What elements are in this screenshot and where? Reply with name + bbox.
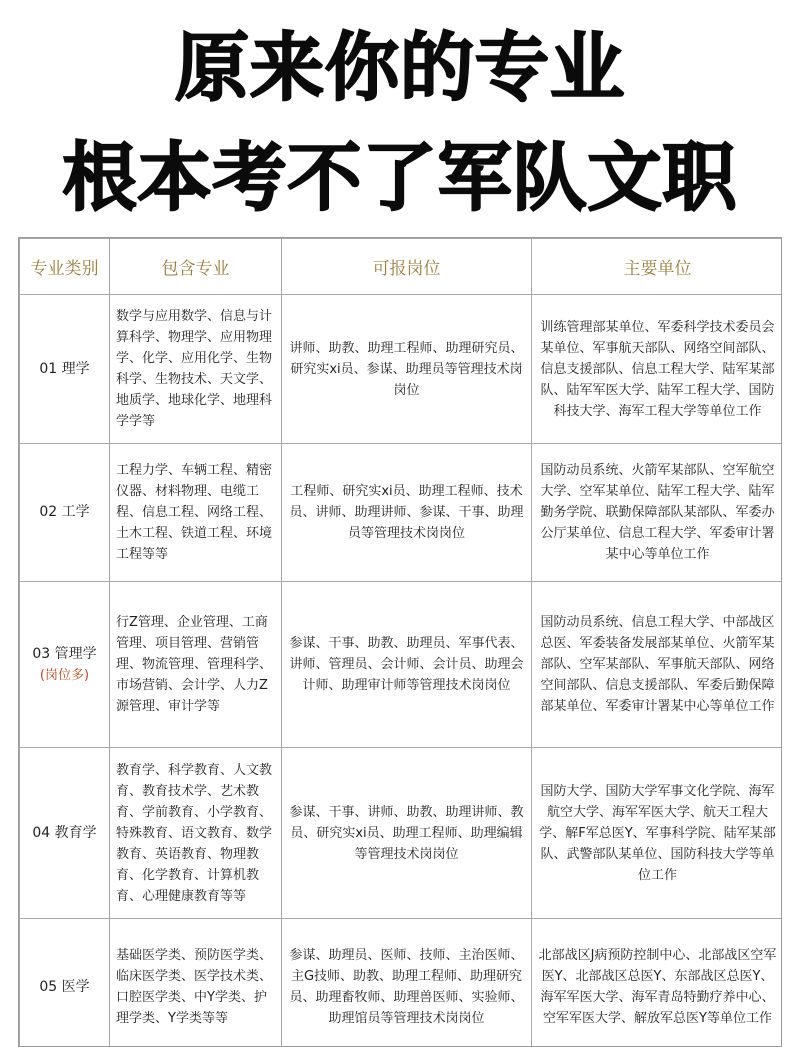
units-cell: 国防动员系统、信息工程大学、中部战区总医、军委装备发展部某单位、火箭军某部队、空军某部队、军事航天部队、网络空间部队、信息支援部队、军委后勤保障部某单位、军委审计署某中心等单位工作 [532,582,783,748]
table-row [20,582,783,748]
units-cell: 国防动员系统、火箭军某部队、空军航空大学、空军某单位、陆军工程大学、陆军勤务学院、联勤保障部队某部队、军委办公厅某单位、信息工程大学、军委审计署某中心等单位工作 [532,444,783,582]
majors-cell: 基础医学类、预防医学类、临床医学类、医学技术类、口腔医学类、中Y学类、护理学类、Y学类等等 [110,919,282,1047]
category-cell [20,919,110,1047]
units-cell: 国防大学、国防大学军事文化学院、海军航空大学、海军军医大学、航天工程大学、解F军总医Y、军事科学院、陆军某部队、武警部队某单位、国防科技大学等单位工作 [532,748,783,919]
page-title-line-2: 根本考不了军队文职 [62,135,738,221]
units-cell: 北部战区J病预防控制中心、北部战区空军医Y、北部战区总医Y、东部战区总医Y、海军军医大学、海军青岛特勤疗养中心、空军军医大学、解放军总医Y等单位工作 [532,919,783,1047]
category-cell [20,748,110,919]
category-label: 03 管理学 [32,645,97,662]
table-row [20,444,783,582]
header-units: 主要单位 [532,239,783,295]
majors-cell: 数学与应用数学、信息与计算科学、物理学、应用物理学、化学、应用化学、生物科学、生物技术、天文学、地质学、地球化学、地理科学学等 [110,295,282,444]
category-cell [20,582,110,748]
posts-cell: 参谋、干事、讲师、助教、助理讲师、教员、研究实xi员、助理工程师、助理编辑等管理技术岗岗位 [282,748,532,919]
table-row [20,919,783,1047]
units-cell: 训练管理部某单位、军委科学技术委员会某单位、军事航天部队、网络空间部队、信息支援部队、信息工程大学、陆军某部队、陆军军医大学、陆军工程大学、国防科技大学、海军工程大学等单位工作 [532,295,783,444]
header-majors: 包含专业 [110,239,282,295]
category-note: (岗位多) [39,667,90,683]
table-row [20,295,783,444]
table-row [20,748,783,919]
category-label: 01 理学 [39,360,90,377]
majors-cell: 工程力学、车辆工程、精密仪器、材料物理、电缆工程、信息工程、网络工程、土木工程、铁道工程、环境工程等等 [110,444,282,582]
posts-cell: 参谋、干事、助教、助理员、军事代表、讲师、管理员、会计师、会计员、助理会计师、助理审计师等管理技术岗岗位 [282,582,532,748]
majors-table [18,237,782,1047]
page-title-line-1: 原来你的专业 [175,25,625,111]
category-cell [20,295,110,444]
posts-cell: 参谋、助理员、医师、技师、主治医师、主G技师、助教、助理工程师、助理研究员、助理畜牧师、助理兽医师、实验师、助理馆员等管理技术岗岗位 [282,919,532,1047]
header-posts: 可报岗位 [282,239,532,295]
category-label: 05 医学 [39,978,90,995]
table-header-row [20,239,783,295]
majors-cell: 行Z管理、企业管理、工商管理、项目管理、营销管理、物流管理、管理科学、市场营销、会计学、人力Z源管理、审计学等 [110,582,282,748]
category-label: 02 工学 [39,504,90,520]
majors-cell: 教育学、科学教育、人文教育、教育技术学、艺术教育、学前教育、小学教育、特殊教育、语文教育、数学教育、英语教育、物理教育、化学教育、计算机教育、心理健康教育等等 [110,748,282,919]
posts-cell: 讲师、助教、助理工程师、助理研究员、研究实xi员、参谋、助理员等管理技术岗岗位 [282,295,532,444]
category-label: 04 教育学 [32,824,97,841]
category-cell [20,444,110,582]
posts-cell: 工程师、研究实xi员、助理工程师、技术员、讲师、助理讲师、参谋、干事、助理员等管理技术岗岗位 [282,444,532,582]
header-category: 专业类别 [20,239,110,295]
